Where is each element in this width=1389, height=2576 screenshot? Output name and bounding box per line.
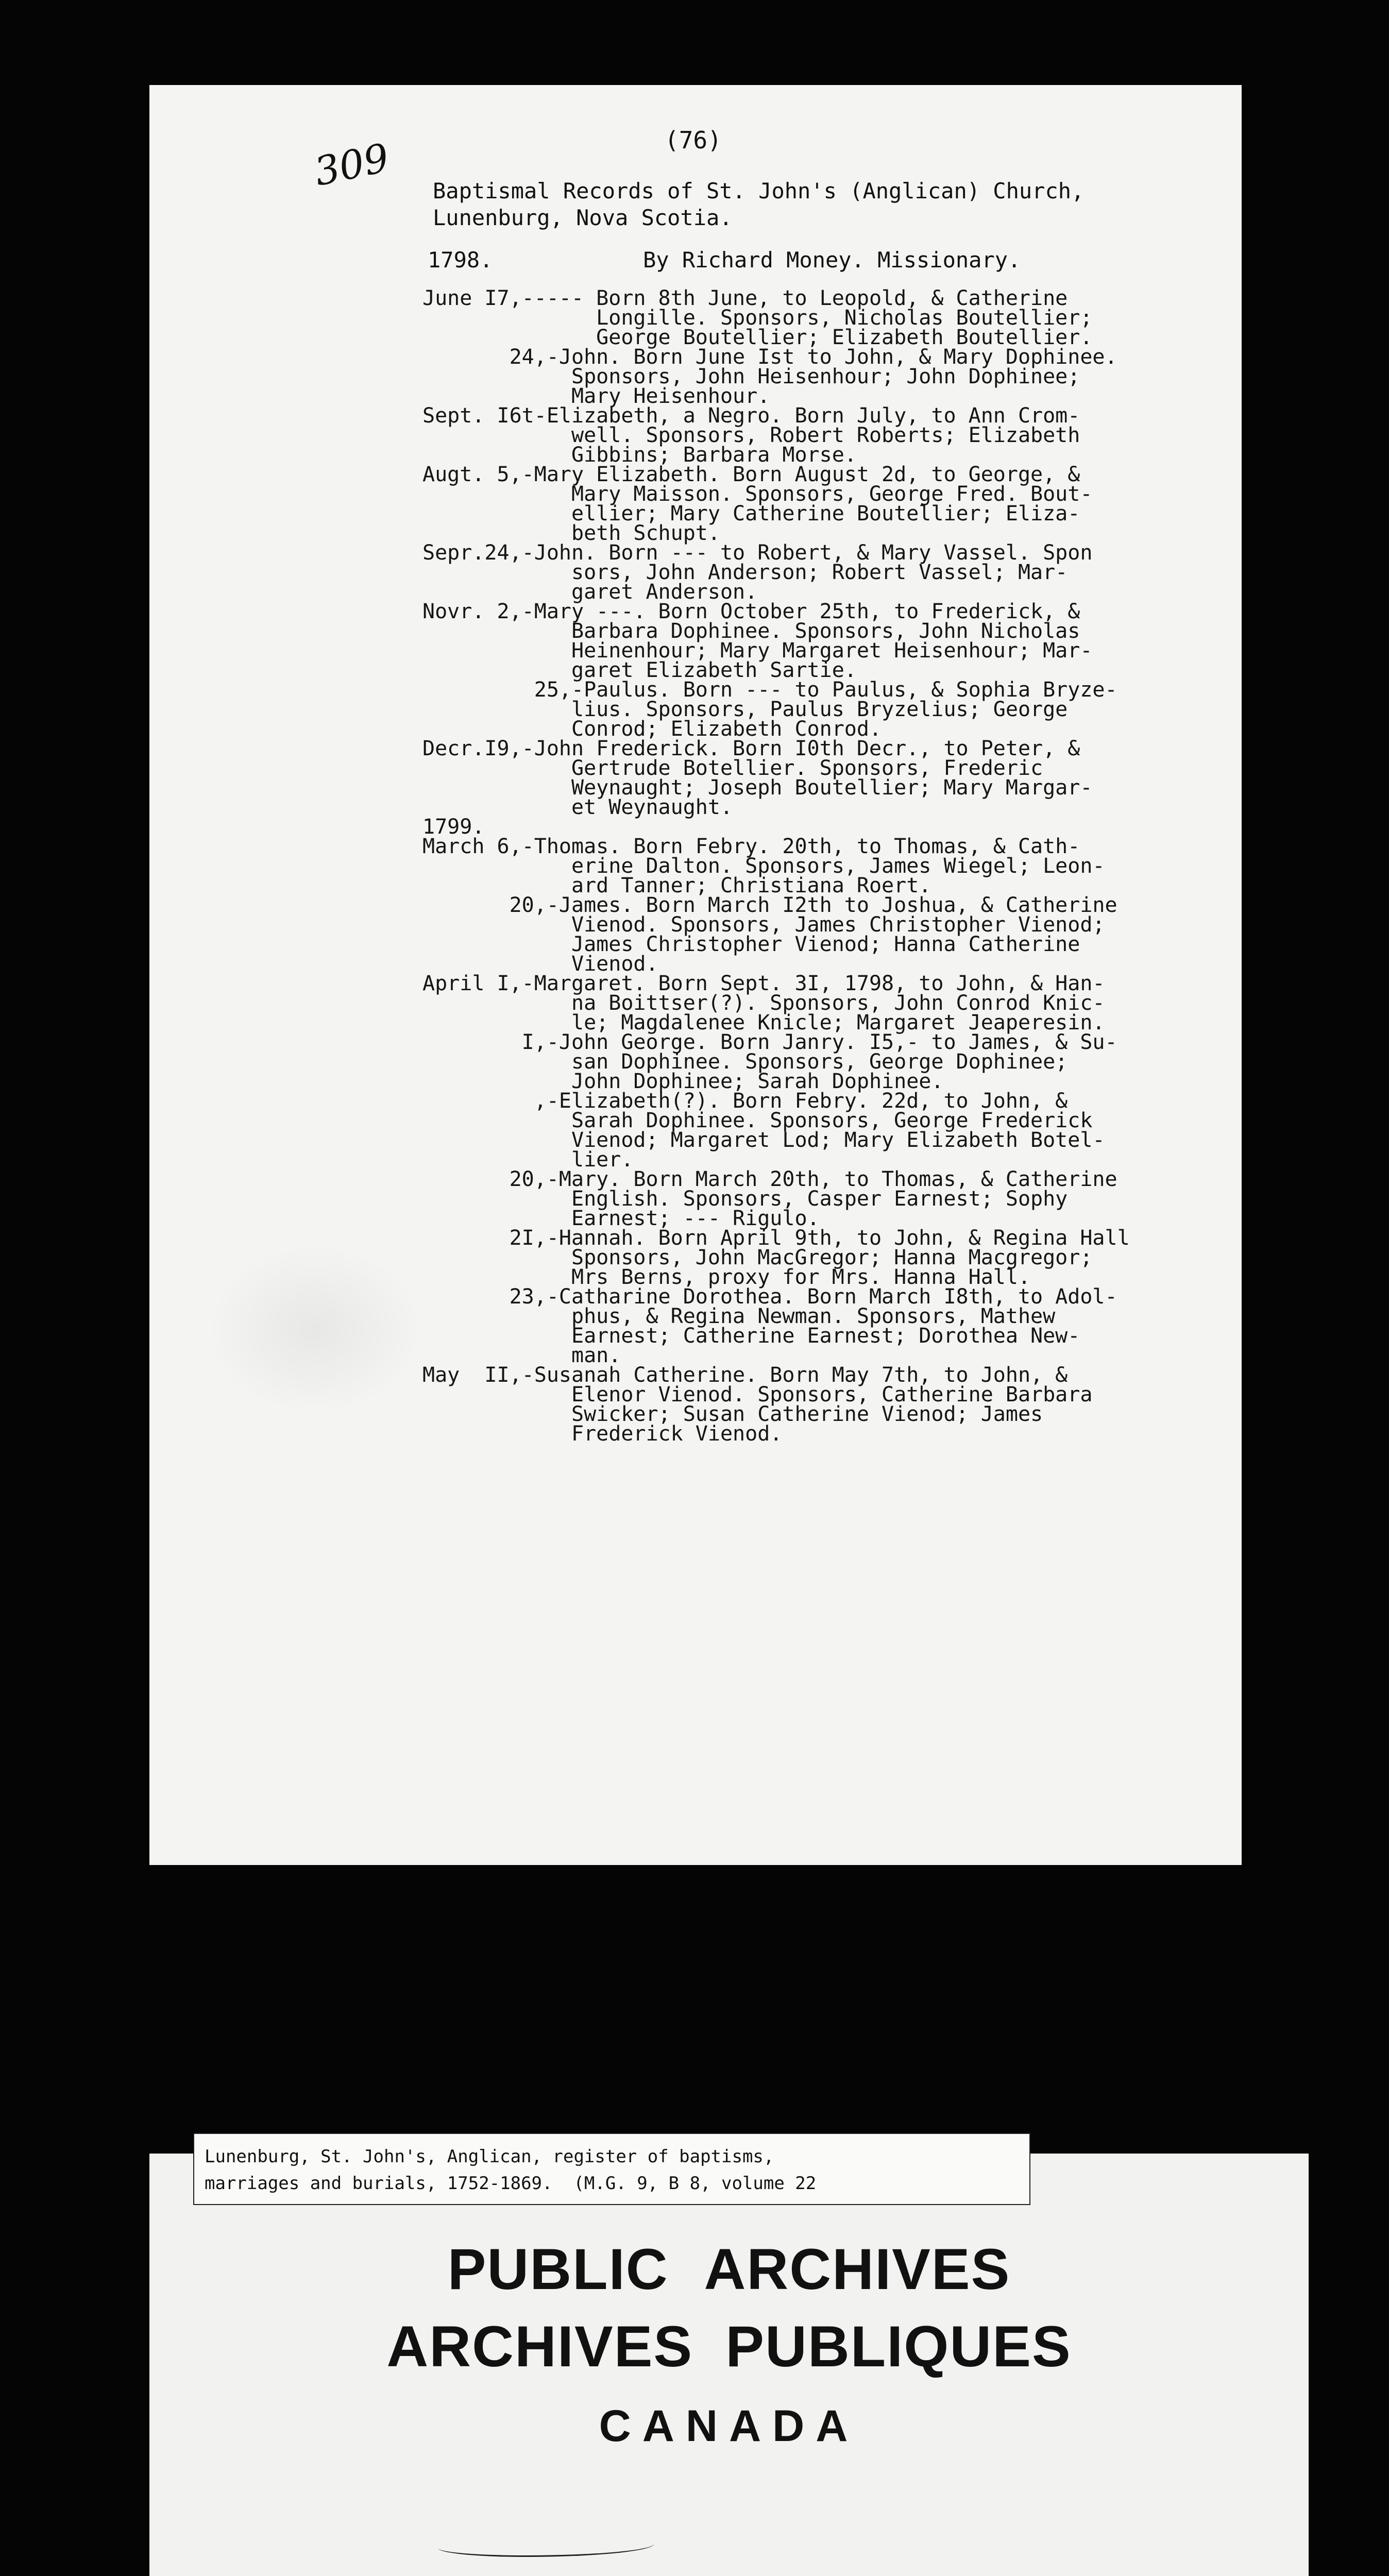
catalog-label-line-2: marriages and burials, 1752-1869. (M.G. 9, B 8, volume 22 — [205, 2173, 817, 2194]
entry-line: Sponsors, John Heisenhour; John Dophinee; — [422, 365, 1080, 388]
entry-line: 1799. — [422, 815, 485, 839]
entry-line: George Boutellier; Elizabeth Boutellier. — [422, 326, 1093, 349]
entry-line: Earnest; --- Rigulo. — [422, 1207, 820, 1230]
entry-line: ellier; Mary Catherine Boutellier; Eliza- — [422, 502, 1080, 526]
entry-line: March 6,-Thomas. Born Febry. 20th, to Thomas, & Cath- — [422, 835, 1080, 858]
entry-line: et Weynaught. — [422, 795, 733, 819]
entry-line: le; Magdalenee Knicle; Margaret Jeaperesin. — [422, 1011, 1105, 1035]
pen-stroke-mark — [438, 2535, 654, 2557]
entry-line: James Christopher Vienod; Hanna Catherine — [422, 933, 1080, 956]
entry-line: Vienod; Margaret Lod; Mary Elizabeth Botel- — [422, 1128, 1105, 1152]
entry-line: John Dophinee; Sarah Dophinee. — [422, 1070, 944, 1093]
entry-line: Vienod. Sponsors, James Christopher Vienod; — [422, 913, 1105, 937]
entry-line: Sarah Dophinee. Sponsors, George Frederick — [422, 1109, 1093, 1132]
entry-line: Longille. Sponsors, Nicholas Boutellier; — [422, 306, 1093, 330]
entry-line: 24,-John. Born June Ist to John, & Mary Dophinee. — [422, 345, 1117, 369]
entry-line: lier. — [422, 1148, 634, 1172]
entry-line: garet Elizabeth Sartie. — [422, 658, 857, 682]
entry-line: 25,-Paulus. Born --- to Paulus, & Sophia Bryze- — [422, 678, 1117, 702]
entry-line: Novr. 2,-Mary ---. Born October 25th, to Frederick, & — [422, 600, 1080, 623]
entry-line: 20,-Mary. Born March 20th, to Thomas, & Catherine — [422, 1167, 1117, 1191]
entry-line: English. Sponsors, Casper Earnest; Sophy — [422, 1187, 1068, 1211]
entry-line: san Dophinee. Sponsors, George Dophinee; — [422, 1050, 1068, 1074]
entry-line: Earnest; Catherine Earnest; Dorothea New- — [422, 1324, 1080, 1348]
entry-line: Conrod; Elizabeth Conrod. — [422, 717, 882, 741]
catalog-label — [193, 2133, 1030, 2205]
entry-line: Sept. I6t-Elizabeth, a Negro. Born July, to Ann Crom- — [422, 404, 1080, 428]
document-page — [149, 85, 1242, 1865]
entry-line: lius. Sponsors, Paulus Bryzelius; George — [422, 698, 1068, 721]
entry-line: Sepr.24,-John. Born --- to Robert, & Mary Vassel. Spon — [422, 541, 1093, 565]
document-title — [433, 178, 1084, 231]
entry-line: beth Schupt. — [422, 521, 720, 545]
year-heading: 1798. — [428, 247, 493, 273]
entry-line: Mary Maisson. Sponsors, George Fred. Bout- — [422, 482, 1093, 506]
faded-stamp-mark — [206, 1244, 422, 1414]
title-line-1: Baptismal Records of St. John's (Anglican) Church, — [433, 178, 1085, 204]
entry-line: I,-John George. Born Janry. I5,- to James, & Su- — [422, 1030, 1117, 1054]
entry-line: 23,-Catharine Dorothea. Born March I8th, to Adol- — [422, 1285, 1117, 1309]
entry-line: June I7,----- Born 8th June, to Leopold, & Catherine — [422, 286, 1068, 310]
entry-line: Vienod. — [422, 952, 658, 976]
entry-line: Swicker; Susan Catherine Vienod; James — [422, 1402, 1043, 1426]
entry-line: Weynaught; Joseph Boutellier; Mary Margar- — [422, 776, 1093, 800]
baptism-entries — [422, 286, 1211, 1446]
archives-line-french: ARCHIVES PUBLIQUES — [386, 2314, 1072, 2379]
handwritten-page-number: 309 — [310, 134, 393, 195]
entry-line: April I,-Margaret. Born Sept. 3I, 1798, to John, & Han- — [422, 972, 1105, 995]
catalog-label-line-1: Lunenburg, St. John's, Anglican, register of baptisms, — [205, 2146, 774, 2167]
archives-stamp-card — [149, 2154, 1309, 2576]
entry-line: May II,-Susanah Catherine. Born May 7th, to John, & — [422, 1363, 1068, 1387]
entry-line: Frederick Vienod. — [422, 1422, 783, 1446]
entry-line: garet Anderson. — [422, 580, 758, 604]
page-number: (76) — [665, 126, 722, 154]
entry-line: Heinenhour; Mary Margaret Heisenhour; Mar- — [422, 639, 1093, 663]
entry-line: Gibbins; Barbara Morse. — [422, 443, 857, 467]
title-line-2: Lunenburg, Nova Scotia. — [433, 205, 733, 230]
entry-line: Sponsors, John MacGregor; Hanna Macgregor; — [422, 1246, 1093, 1269]
entry-line: na Boittser(?). Sponsors, John Conrod Knic- — [422, 991, 1105, 1015]
entry-line: 20,-James. Born March I2th to Joshua, & Catherine — [422, 893, 1117, 917]
archives-line-english: PUBLIC ARCHIVES — [447, 2237, 1011, 2301]
entry-line: Barbara Dophinee. Sponsors, John Nicholas — [422, 619, 1080, 643]
entry-line: ,-Elizabeth(?). Born Febry. 22d, to John, & — [422, 1089, 1068, 1113]
entry-line: man. — [422, 1344, 621, 1367]
entry-line: Elenor Vienod. Sponsors, Catherine Barbara — [422, 1383, 1093, 1406]
archives-line-country: CANADA — [599, 2401, 859, 2451]
entry-line: sors, John Anderson; Robert Vassel; Mar- — [422, 561, 1068, 584]
entry-line: ard Tanner; Christiana Roert. — [422, 874, 931, 897]
byline: By Richard Money. Missionary. — [643, 247, 1021, 273]
entry-line: phus, & Regina Newman. Sponsors, Mathew — [422, 1304, 1056, 1328]
entry-line: Mary Heisenhour. — [422, 384, 770, 408]
entry-line: well. Sponsors, Robert Roberts; Elizabeth — [422, 423, 1080, 447]
entry-line: erine Dalton. Sponsors, James Wiegel; Leon- — [422, 854, 1105, 878]
entry-line: Gertrude Botellier. Sponsors, Frederic — [422, 756, 1043, 780]
entry-line: Mrs Berns, proxy for Mrs. Hanna Hall. — [422, 1265, 1031, 1289]
entry-line: Augt. 5,-Mary Elizabeth. Born August 2d, to George, & — [422, 463, 1080, 486]
entry-line: Decr.I9,-John Frederick. Born I0th Decr., to Peter, & — [422, 737, 1080, 760]
entry-line: 2I,-Hannah. Born April 9th, to John, & Regina Hall — [422, 1226, 1130, 1250]
